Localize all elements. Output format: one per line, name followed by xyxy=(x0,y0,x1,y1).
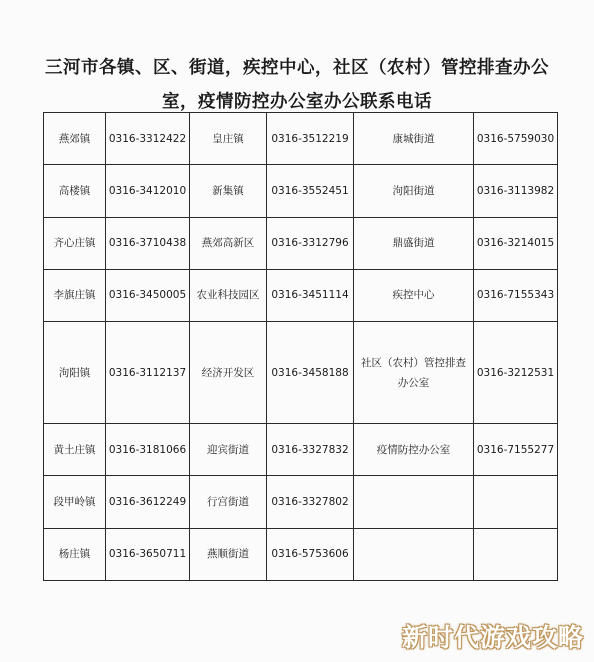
phone-number: 0316-3612249 xyxy=(106,476,190,528)
empty-cell xyxy=(474,528,558,580)
phone-number: 0316-3327802 xyxy=(267,476,354,528)
office-name: 高楼镇 xyxy=(44,165,106,217)
phone-number: 0316-3710438 xyxy=(106,217,190,269)
table-row xyxy=(44,165,558,217)
phone-number: 0316-3327832 xyxy=(267,424,354,476)
office-name: 迎宾街道 xyxy=(190,424,267,476)
office-name: 燕郊镇 xyxy=(44,113,106,165)
phone-number: 0316-3113982 xyxy=(474,165,558,217)
table-row xyxy=(44,528,558,580)
office-name: 农业科技园区 xyxy=(190,269,267,321)
office-name: 新集镇 xyxy=(190,165,267,217)
office-name: 李旗庄镇 xyxy=(44,269,106,321)
office-name: 齐心庄镇 xyxy=(44,217,106,269)
office-name: 皇庄镇 xyxy=(190,113,267,165)
phone-number: 0316-3552451 xyxy=(267,165,354,217)
phone-number: 0316-3458188 xyxy=(267,322,354,424)
phone-number: 0316-3214015 xyxy=(474,217,558,269)
office-name: 燕顺街道 xyxy=(190,528,267,580)
office-name: 泃阳街道 xyxy=(354,165,474,217)
phone-number: 0316-3312796 xyxy=(267,217,354,269)
table-row xyxy=(44,476,558,528)
phone-number: 0316-7155343 xyxy=(474,269,558,321)
table-row xyxy=(44,322,558,424)
office-name: 康城街道 xyxy=(354,113,474,165)
phone-number: 0316-5753606 xyxy=(267,528,354,580)
office-name: 行宫街道 xyxy=(190,476,267,528)
phone-number: 0316-7155277 xyxy=(474,424,558,476)
document-title-line-1: 三河市各镇、区、街道，疾控中心，社区（农村）管控排查办公 xyxy=(45,58,549,78)
phone-number: 0316-5759030 xyxy=(474,113,558,165)
office-name: 黄土庄镇 xyxy=(44,424,106,476)
empty-cell xyxy=(354,528,474,580)
office-name: 疫情防控办公室 xyxy=(354,424,474,476)
table-row xyxy=(44,269,558,321)
office-name: 杨庄镇 xyxy=(44,528,106,580)
table-row xyxy=(44,217,558,269)
phone-number: 0316-3312422 xyxy=(106,113,190,165)
office-name: 疾控中心 xyxy=(354,269,474,321)
phone-number: 0316-3412010 xyxy=(106,165,190,217)
table-row xyxy=(44,113,558,165)
office-name: 经济开发区 xyxy=(190,322,267,424)
phone-number: 0316-3650711 xyxy=(106,528,190,580)
office-name: 鼎盛街道 xyxy=(354,217,474,269)
phone-number: 0316-3212531 xyxy=(474,322,558,424)
office-name: 燕郊高新区 xyxy=(190,217,267,269)
phone-number: 0316-3181066 xyxy=(106,424,190,476)
empty-cell xyxy=(474,476,558,528)
document-title-line-2: 室，疫情防控办公室办公联系电话 xyxy=(162,92,432,112)
watermark-text: 新时代游戏攻略 xyxy=(401,623,584,652)
office-name: 泃阳镇 xyxy=(44,322,106,424)
phone-number: 0316-3512219 xyxy=(267,113,354,165)
table-row xyxy=(44,424,558,476)
office-name: 社区（农村）管控排查办公室 xyxy=(354,322,474,424)
phone-number: 0316-3112137 xyxy=(106,322,190,424)
phone-number: 0316-3450005 xyxy=(106,269,190,321)
office-name: 段甲岭镇 xyxy=(44,476,106,528)
phone-number: 0316-3451114 xyxy=(267,269,354,321)
contact-table xyxy=(43,112,558,581)
empty-cell xyxy=(354,476,474,528)
